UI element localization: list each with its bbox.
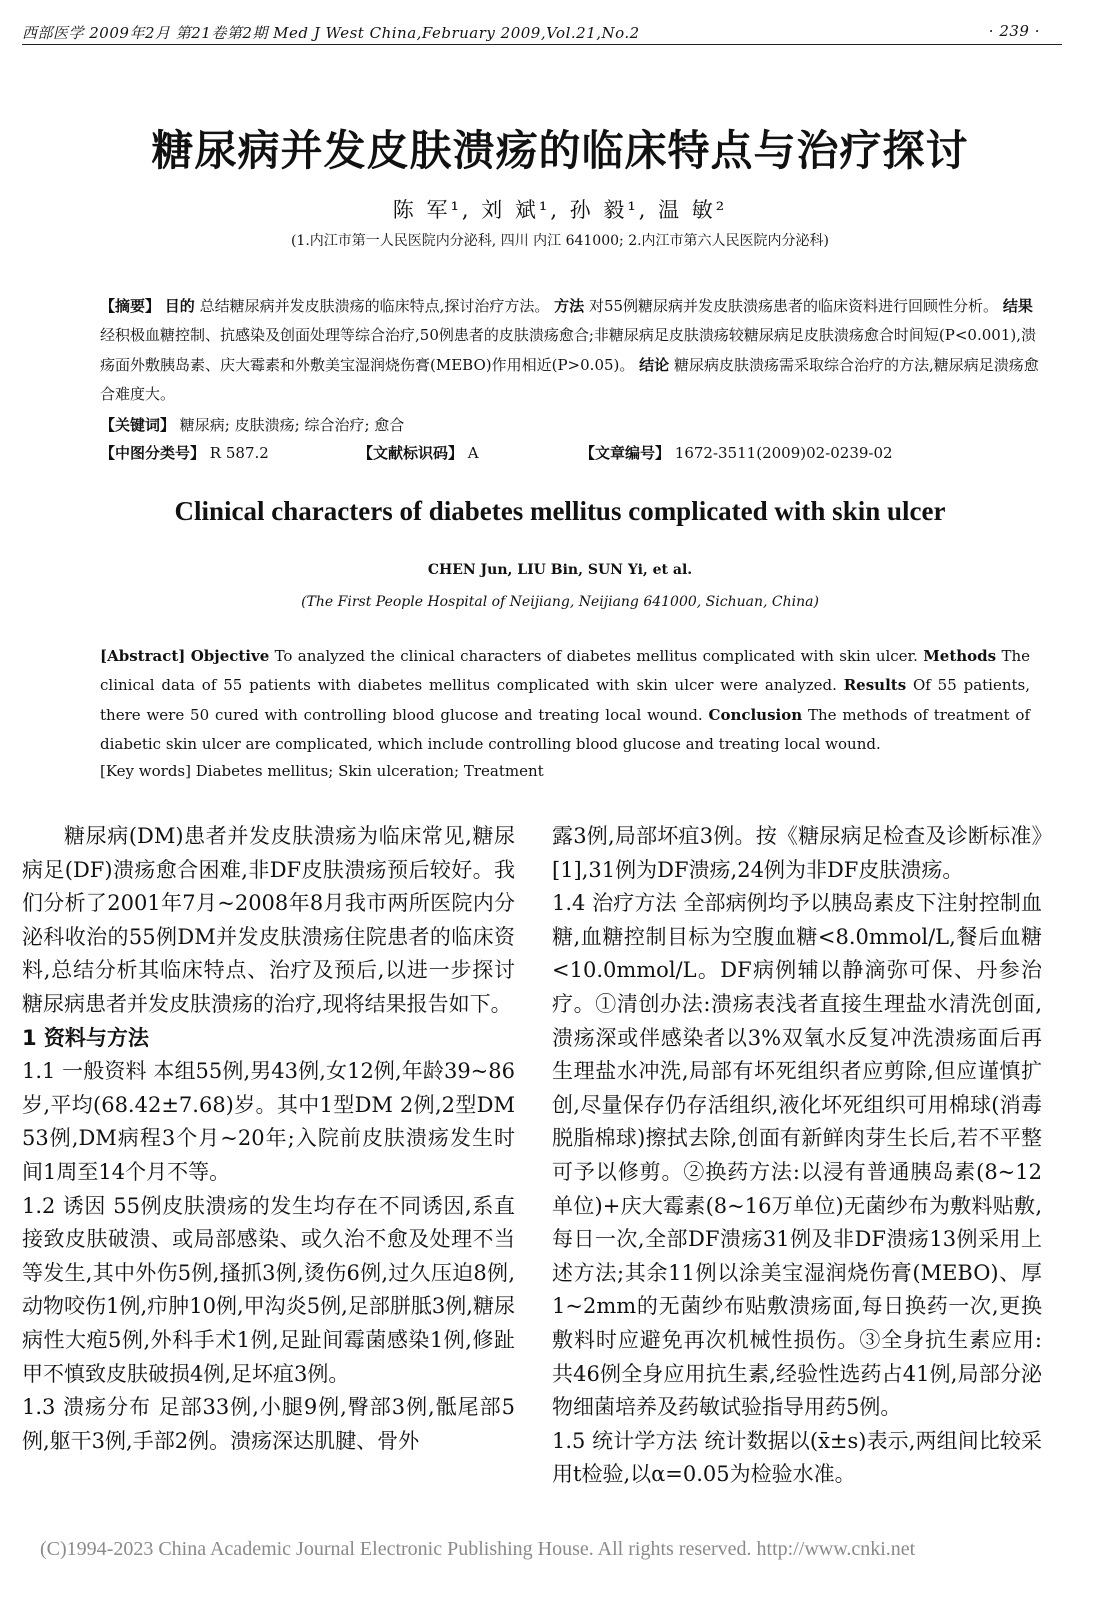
abstract-en-label: [Abstract] — [100, 647, 186, 665]
keywords-cn-label: 【关键词】 — [100, 416, 176, 434]
subsection-1-5 — [552, 1425, 1042, 1492]
article-id — [580, 442, 893, 463]
conclusion-text-en: The methods of treatment of diabetic skin ulcer are complicated, which include controlling blood glucose and treating local wound. — [100, 705, 1030, 753]
abstract-cn-label: 【摘要】 — [100, 297, 161, 315]
running-header: 西部医学 2009年2月 第21卷第2期 Med J West China,February 2009,Vol.21,No.2 — [22, 24, 640, 42]
header-rule — [22, 44, 1062, 45]
affiliation-cn: (1.内江市第一人民医院内分泌科, 四川 内江 641000; 2.内江市第六人民医院内分泌科) — [290, 233, 830, 249]
affiliation-en: (The First People Hospital of Neijiang, Neijiang 641000, Sichuan, China) — [301, 594, 819, 610]
subsection-1-4-text: 全部病例均予以胰岛素皮下注射控制血糖,血糖控制目标为空腹血糖<8.0mmol/L,餐后血糖<10.0mmol/L。DF病例辅以静滴弥可保、丹参治疗。①清创办法:溃疡表浅者直接生理盐水清洗创面,溃疡深或伴感染者以3%双氧水反复冲洗溃疡面后再生理盐水冲洗,局部有坏死组织者应剪除,但应谨慎扩创,尽量保存仍存活组织,液化坏死组织可用棉球(消毒脱脂棉球)擦拭去除,创面有新鲜肉芽生长后,若不平整可予以修剪。②换药方法:以浸有普通胰岛素(8~12单位)+庆大霉素(8~16万单位)无菌纱布为敷料贴敷,每日一次,全部DF溃疡31例及非DF溃疡13例采用上述方法;其余11例以涂美宝湿润烧伤膏(MEBO)、厚1~2mm的无菌纱布贴敷溃疡面,每日换药一次,更换敷料时应避免再次机械性损伤。③全身抗生素应用:共46例全身应用抗生素,经验性选药占41例,局部分泌物细菌培养及药敏试验指导用药5例。 — [552, 891, 1042, 1420]
body-column-right — [552, 820, 1042, 1492]
results-label-cn: 结果 — [1002, 297, 1033, 315]
copyright-footer: (C)1994-2023 China Academic Journal Electronic Publishing House. All rights reserved. http://www.cnki.net — [40, 1538, 916, 1560]
doc-code-value: A — [467, 444, 479, 462]
subsection-1-5-text: 统计数据以(x̄±s)表示,两组间比较采用t检验,以α=0.05为检验水准。 — [552, 1428, 1042, 1487]
abstract-en — [100, 642, 1030, 759]
subsection-1-5-heading: 1.5 统计学方法 — [552, 1428, 698, 1453]
continued-paragraph: 露3例,局部坏疽3例。按《糖尿病足检查及诊断标准》[1],31例为DF溃疡,24例为非DF皮肤溃疡。 — [552, 824, 1042, 882]
results-text-en: Of 55 patients, there were 50 cured with controlling blood glucose and treating local wound. — [100, 676, 1030, 724]
subsection-1-4 — [552, 887, 1042, 1425]
page-number: · 239 · — [988, 22, 1040, 40]
results-text-cn: 经积极血糖控制、抗感染及创面处理等综合治疗,50例患者的皮肤溃疡愈合;非糖尿病足皮肤溃疡较糖尿病足皮肤溃疡愈合时间短(P<0.001),溃疡面外敷胰岛素、庆大霉素和外敷美宝湿润烧伤膏(MEBO)作用相近(P>0.05)。 — [100, 326, 1036, 374]
article-title-cn: 糖尿病并发皮肤溃疡的临床特点与治疗探讨 — [151, 126, 969, 175]
authors-cn: 陈 军¹, 刘 斌¹, 孙 毅¹, 温 敏² — [392, 198, 728, 222]
intro-paragraph: 糖尿病(DM)患者并发皮肤溃疡为临床常见,糖尿病足(DF)溃疡愈合困难,非DF皮肤溃疡预后较好。我们分析了2001年7月~2008年8月我市两所医院内分泌科收治的55例DM并发皮肤溃疡住院患者的临床资料,总结分析其临床特点、治疗及预后,以进一步探讨糖尿病患者并发皮肤溃疡的治疗,现将结果报告如下。 — [22, 824, 515, 1016]
subsection-1-4-heading: 1.4 治疗方法 — [552, 891, 677, 916]
keywords-en-label: [Key words] — [100, 762, 191, 780]
article-id-value: 1672-3511(2009)02-0239-02 — [674, 444, 893, 462]
subsection-1-1-heading: 1.1 一般资料 — [22, 1059, 147, 1084]
doc-code — [358, 442, 479, 463]
article-title-en: Clinical characters of diabetes mellitus complicated with skin ulcer — [174, 496, 946, 526]
conclusion-label-en: Conclusion — [708, 705, 803, 724]
conclusion-label-cn: 结论 — [639, 355, 670, 374]
section-heading-1: 1 资料与方法 — [22, 1025, 149, 1050]
keywords-en-text: Diabetes mellitus; Skin ulceration; Treatment — [195, 762, 544, 780]
keywords-cn-text: 糖尿病; 皮肤溃疡; 综合治疗; 愈合 — [179, 416, 405, 434]
clc-value: R 587.2 — [209, 444, 269, 462]
objective-text-cn: 总结糖尿病并发皮肤溃疡的临床特点,探讨治疗方法。 — [199, 297, 550, 315]
clc-label: 【中图分类号】 — [100, 444, 206, 462]
doc-code-label: 【文献标识码】 — [358, 444, 464, 462]
methods-text-cn: 对55例糖尿病并发皮肤溃疡患者的临床资料进行回顾性分析。 — [588, 297, 999, 315]
methods-label-cn: 方法 — [554, 297, 585, 315]
results-label-en: Results — [843, 676, 907, 695]
conclusion-text-cn: 糖尿病皮肤溃疡需采取综合治疗的方法,糖尿病足溃疡愈合难度大。 — [100, 355, 1039, 403]
subsection-1-2-heading: 1.2 诱因 — [22, 1193, 106, 1218]
objective-label-cn: 目的 — [164, 297, 195, 315]
subsection-1-1-text: 本组55例,男43例,女12例,年龄39~86岁,平均(68.42±7.68)岁。其中1型DM 2例,2型DM 53例,DM病程3个月~20年;入院前皮肤溃疡发生时间1周至14个月不等。 — [22, 1059, 516, 1184]
abstract-cn — [100, 292, 1040, 409]
subsection-1-2-text: 55例皮肤溃疡的发生均存在不同诱因,系直接致皮肤破溃、或局部感染、或久治不愈及处理不当等发生,其中外伤5例,搔抓3例,烫伤6例,过久压迫8例,动物咬伤1例,疖肿10例,甲沟炎5例,足部胼胝3例,糖尿病性大疱5例,外科手术1例,足趾间霉菌感染1例,修趾甲不慎致皮肤破损4例,足坏疽3例。 — [22, 1193, 515, 1386]
objective-label-en: Objective — [190, 647, 270, 665]
subsection-1-3-heading: 1.3 溃疡分布 — [22, 1395, 151, 1420]
clc-number — [100, 442, 269, 463]
keywords-cn — [100, 414, 404, 435]
keywords-en — [100, 762, 544, 780]
subsection-1-3 — [22, 1391, 515, 1458]
methods-label-en: Methods — [923, 647, 997, 665]
objective-text-en: To analyzed the clinical characters of diabetes mellitus complicated with skin ulcer. — [274, 647, 918, 665]
body-column-left — [22, 820, 515, 1458]
subsection-1-3-text: 足部33例,小腿9例,臀部3例,骶尾部5例,躯干3例,手部2例。溃疡深达肌腱、骨外 — [22, 1395, 515, 1453]
subsection-1-1 — [22, 1055, 515, 1189]
article-id-label: 【文章编号】 — [580, 444, 671, 462]
subsection-1-2 — [22, 1190, 515, 1392]
authors-en: CHEN Jun, LIU Bin, SUN Yi, et al. — [427, 562, 693, 578]
methods-text-en: The clinical data of 55 patients with diabetes mellitus complicated with skin ulcer were analyzed. — [100, 647, 1030, 695]
